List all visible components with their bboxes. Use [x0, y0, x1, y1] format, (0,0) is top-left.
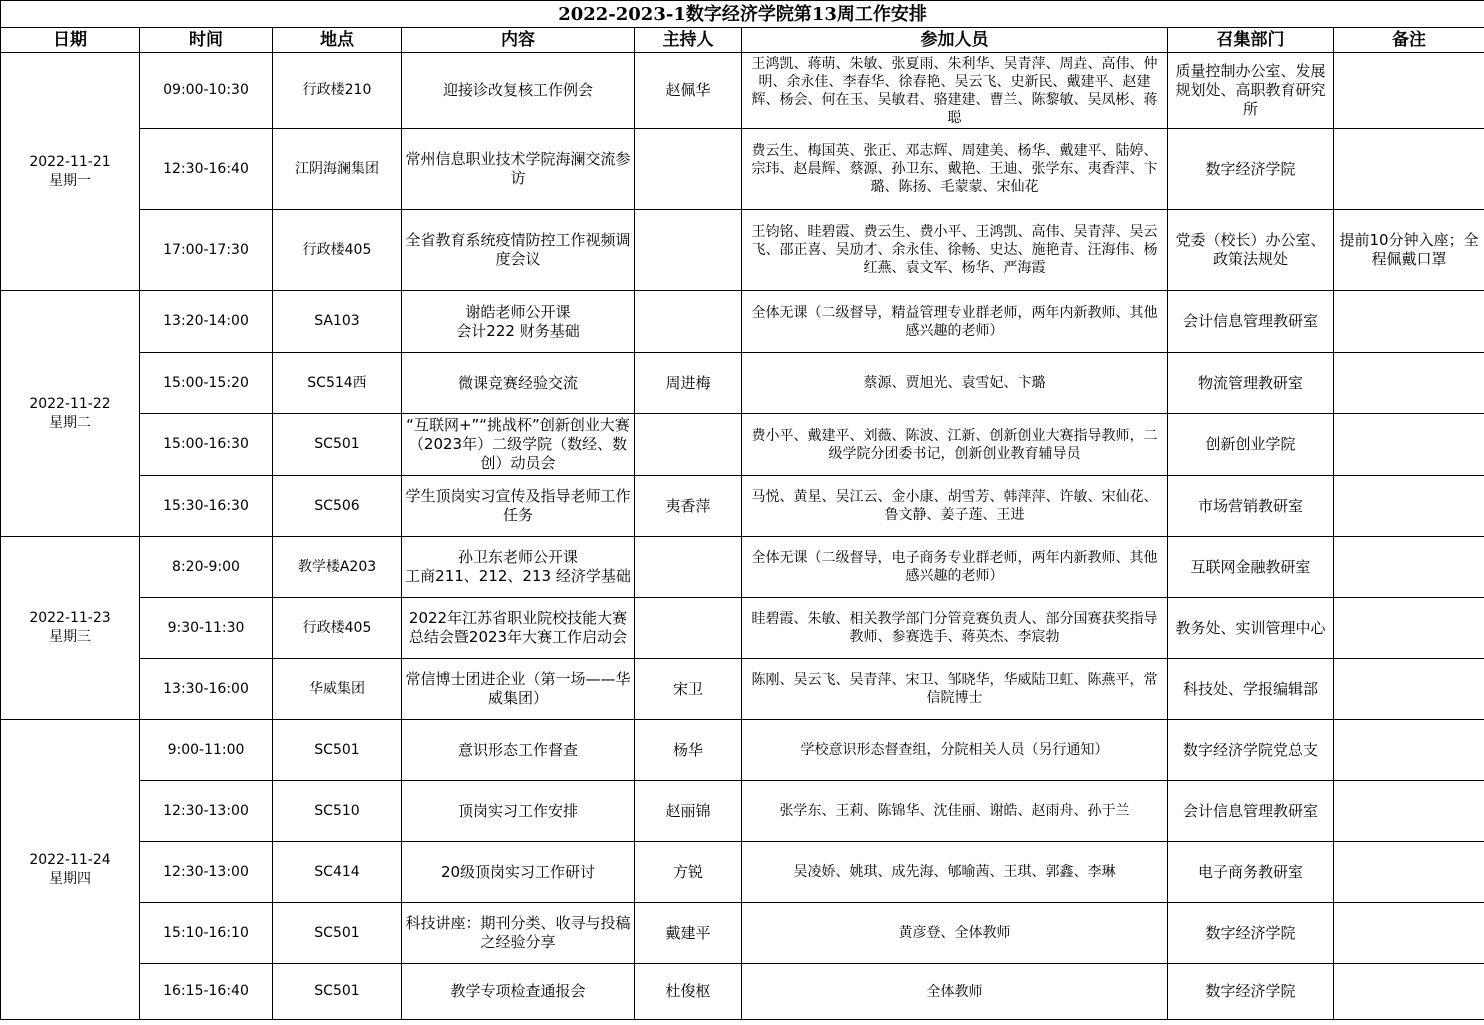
- department-cell: 电子商务教研室: [1168, 842, 1334, 903]
- notes-cell: [1334, 414, 1484, 476]
- table-row: [1, 291, 1484, 353]
- participants-cell: 眭碧霞、朱敏、相关教学部门分管竞赛负责人、部分国赛获奖指导教师、参赛选手、蒋英杰、李宸勃: [742, 598, 1168, 659]
- participants-cell: 全体无课（二级督导，电子商务专业群老师，两年内新教师、其他感兴趣的老师）: [742, 537, 1168, 598]
- host-cell: 周进梅: [635, 353, 742, 414]
- host-cell: 夷香萍: [635, 476, 742, 537]
- table-row: [1, 903, 1484, 964]
- participants-cell: 费小平、戴建平、刘薇、陈波、江新、创新创业大赛指导教师，二级学院分团委书记，创新创业教育辅导员: [742, 414, 1168, 476]
- content-cell-line: 会计222 财务基础: [456, 321, 580, 340]
- table-row: [1, 353, 1484, 414]
- date-text: 2022-11-23: [29, 610, 111, 626]
- date-cell: [1, 720, 140, 1020]
- host-cell: [635, 414, 742, 476]
- time-cell: 16:15-16:40: [140, 964, 273, 1020]
- participants-cell: 王钧铭、眭碧霞、费云生、费小平、王鸿凯、高伟、吴青萍、吴云飞、邵正喜、吴劢才、余永佳、徐畅、史达、施艳青、汪海伟、杨红燕、袁文军、杨华、严海霞: [742, 210, 1168, 291]
- notes-cell: [1334, 537, 1484, 598]
- date-cell: [1, 291, 140, 537]
- notes-cell: [1334, 353, 1484, 414]
- time-cell: 8:20-9:00: [140, 537, 273, 598]
- time-cell: 09:00-10:30: [140, 53, 273, 129]
- header-participants: 参加人员: [742, 28, 1168, 53]
- schedule-title: 2022-2023-1数字经济学院第13周工作安排: [1, 1, 1484, 28]
- department-cell: 质量控制办公室、发展规划处、高职教育研究所: [1168, 53, 1334, 129]
- participants-cell: 马悦、黄星、吴江云、金小康、胡雪芳、韩萍萍、许敏、宋仙花、鲁文静、姜子莲、王进: [742, 476, 1168, 537]
- notes-cell: [1334, 129, 1484, 210]
- content-cell: 迎接诊改复核工作例会: [402, 53, 635, 129]
- date-text: 2022-11-22: [29, 395, 111, 412]
- content-cell: 教学专项检查通报会: [402, 964, 635, 1020]
- location-cell: 教学楼A203: [273, 537, 402, 598]
- time-cell: 9:30-11:30: [140, 598, 273, 659]
- participants-cell: 蔡源、贾旭光、袁雪妃、卞璐: [742, 353, 1168, 414]
- header-content: 内容: [402, 28, 635, 53]
- time-cell: 9:00-11:00: [140, 720, 273, 781]
- department-cell: 会计信息管理教研室: [1168, 781, 1334, 842]
- notes-cell: [1334, 476, 1484, 537]
- participants-cell: 全体无课（二级督导，精益管理专业群老师，两年内新教师、其他感兴趣的老师）: [742, 291, 1168, 353]
- table-row: [1, 720, 1484, 781]
- host-cell: 赵佩华: [635, 53, 742, 129]
- time-cell: 12:30-13:00: [140, 781, 273, 842]
- location-cell: 江阴海澜集团: [273, 129, 402, 210]
- notes-cell: [1334, 291, 1484, 353]
- content-cell: 20级顶岗实习工作研讨: [402, 842, 635, 903]
- table-row: [1, 129, 1484, 210]
- notes-cell: [1334, 781, 1484, 842]
- participants-cell: 学校意识形态督查组，分院相关人员（另行通知）: [742, 720, 1168, 781]
- header-location: 地点: [273, 28, 402, 53]
- participants-cell: 费云生、梅国英、张正、邓志辉、周建美、杨华、戴建平、陆婷、宗玮、赵晨辉、蔡源、孙卫东、戴艳、王迪、张学东、夷香萍、卞璐、陈扬、毛蒙蒙、宋仙花: [742, 129, 1168, 210]
- notes-cell: 提前10分钟入座；全程佩戴口罩: [1334, 210, 1484, 291]
- table-row: [1, 537, 1484, 598]
- content-cell-line: 工商211、212、213 经济学基础: [405, 567, 631, 585]
- notes-cell: [1334, 964, 1484, 1020]
- location-cell: SC414: [273, 842, 402, 903]
- content-cell-line: 谢皓老师公开课: [465, 302, 571, 321]
- department-cell: 数字经济学院: [1168, 964, 1334, 1020]
- schedule-body: [1, 53, 1484, 1020]
- table-row: [1, 964, 1484, 1020]
- location-cell: 行政楼210: [273, 53, 402, 129]
- department-cell: 物流管理教研室: [1168, 353, 1334, 414]
- department-cell: 科技处、学报编辑部: [1168, 659, 1334, 720]
- location-cell: SC501: [273, 964, 402, 1020]
- date-text: 2022-11-21: [29, 153, 111, 170]
- department-cell: 互联网金融教研室: [1168, 537, 1334, 598]
- department-cell: 会计信息管理教研室: [1168, 291, 1334, 353]
- content-cell: [402, 537, 635, 598]
- weekday-text: 星期一: [49, 172, 91, 189]
- department-cell: 创新创业学院: [1168, 414, 1334, 476]
- location-cell: SC514西: [273, 353, 402, 414]
- host-cell: [635, 537, 742, 598]
- location-cell: 行政楼405: [273, 210, 402, 291]
- content-cell: “互联网+”“挑战杯”创新创业大赛（2023年）二级学院（数经、数创）动员会: [402, 414, 635, 476]
- header-department: 召集部门: [1168, 28, 1334, 53]
- host-cell: 戴建平: [635, 903, 742, 964]
- content-cell: 全省教育系统疫情防控工作视频调度会议: [402, 210, 635, 291]
- notes-cell: [1334, 659, 1484, 720]
- location-cell: 行政楼405: [273, 598, 402, 659]
- table-row: [1, 842, 1484, 903]
- department-cell: 数字经济学院党总支: [1168, 720, 1334, 781]
- location-cell: SC506: [273, 476, 402, 537]
- host-cell: [635, 598, 742, 659]
- time-cell: 12:30-16:40: [140, 129, 273, 210]
- table-row: [1, 414, 1484, 476]
- notes-cell: [1334, 842, 1484, 903]
- table-row: [1, 781, 1484, 842]
- table-row: [1, 476, 1484, 537]
- host-cell: 方锐: [635, 842, 742, 903]
- time-cell: 15:10-16:10: [140, 903, 273, 964]
- notes-cell: [1334, 53, 1484, 129]
- content-cell: 常信博士团进企业（第一场——华威集团）: [402, 659, 635, 720]
- header-host: 主持人: [635, 28, 742, 53]
- content-cell: 常州信息职业技术学院海澜交流参访: [402, 129, 635, 210]
- time-cell: 17:00-17:30: [140, 210, 273, 291]
- header-notes: 备注: [1334, 28, 1484, 53]
- host-cell: 赵丽锦: [635, 781, 742, 842]
- notes-cell: [1334, 720, 1484, 781]
- participants-cell: 全体教师: [742, 964, 1168, 1020]
- notes-cell: [1334, 903, 1484, 964]
- table-row: [1, 53, 1484, 129]
- time-cell: 13:30-16:00: [140, 659, 273, 720]
- weekday-text: 星期四: [49, 870, 91, 887]
- location-cell: SC510: [273, 781, 402, 842]
- time-cell: 12:30-13:00: [140, 842, 273, 903]
- table-row: [1, 210, 1484, 291]
- participants-cell: 吴凌娇、姚琪、成先海、郇喻茜、王琪、郭鑫、李琳: [742, 842, 1168, 903]
- header-date: 日期: [1, 28, 140, 53]
- header-time: 时间: [140, 28, 273, 53]
- time-cell: 15:00-15:20: [140, 353, 273, 414]
- location-cell: SC501: [273, 414, 402, 476]
- time-cell: 15:00-16:30: [140, 414, 273, 476]
- content-cell: [402, 291, 635, 353]
- content-cell: 科技讲座：期刊分类、收寻与投稿之经验分享: [402, 903, 635, 964]
- notes-cell: [1334, 598, 1484, 659]
- date-cell: [1, 53, 140, 291]
- location-cell: SA103: [273, 291, 402, 353]
- location-cell: 华威集团: [273, 659, 402, 720]
- time-cell: 15:30-16:30: [140, 476, 273, 537]
- host-cell: 杨华: [635, 720, 742, 781]
- weekday-text: 星期二: [49, 414, 91, 431]
- table-row: [1, 659, 1484, 720]
- participants-cell: 张学东、王莉、陈锦华、沈佳丽、谢皓、赵雨舟、孙于兰: [742, 781, 1168, 842]
- department-cell: 市场营销教研室: [1168, 476, 1334, 537]
- time-cell: 13:20-14:00: [140, 291, 273, 353]
- content-cell: 2022年江苏省职业院校技能大赛总结会暨2023年大赛工作启动会: [402, 598, 635, 659]
- host-cell: [635, 210, 742, 291]
- location-cell: SC501: [273, 720, 402, 781]
- table-row: [1, 598, 1484, 659]
- weekday-text: 星期三: [49, 629, 91, 645]
- department-cell: 党委（校长）办公室、政策法规处: [1168, 210, 1334, 291]
- content-cell: 意识形态工作督查: [402, 720, 635, 781]
- host-cell: 杜俊枢: [635, 964, 742, 1020]
- participants-cell: 王鸿凯、蒋萌、朱敏、张夏雨、朱利华、吴青萍、周垚、高伟、仲明、余永佳、李春华、徐春艳、吴云飞、史新民、戴建平、赵建辉、杨会、何在玉、吴敏君、骆建建、曹兰、陈黎敏、吴凤彬、蒋聪: [742, 53, 1168, 129]
- content-cell-line: 孙卫东老师公开课: [457, 548, 578, 566]
- location-cell: SC501: [273, 903, 402, 964]
- content-cell: 微课竞赛经验交流: [402, 353, 635, 414]
- department-cell: 教务处、实训管理中心: [1168, 598, 1334, 659]
- content-cell: 顶岗实习工作安排: [402, 781, 635, 842]
- department-cell: 数字经济学院: [1168, 129, 1334, 210]
- host-cell: [635, 129, 742, 210]
- date-text: 2022-11-24: [29, 851, 111, 868]
- department-cell: 数字经济学院: [1168, 903, 1334, 964]
- host-cell: 宋卫: [635, 659, 742, 720]
- date-cell: [1, 537, 140, 720]
- header-row: [1, 28, 1484, 53]
- participants-cell: 黄彦登、全体教师: [742, 903, 1168, 964]
- host-cell: [635, 291, 742, 353]
- participants-cell: 陈刚、吴云飞、吴青萍、宋卫、邹晓华，华威陆卫虹、陈燕平，常信院博士: [742, 659, 1168, 720]
- content-cell: 学生顶岗实习宣传及指导老师工作任务: [402, 476, 635, 537]
